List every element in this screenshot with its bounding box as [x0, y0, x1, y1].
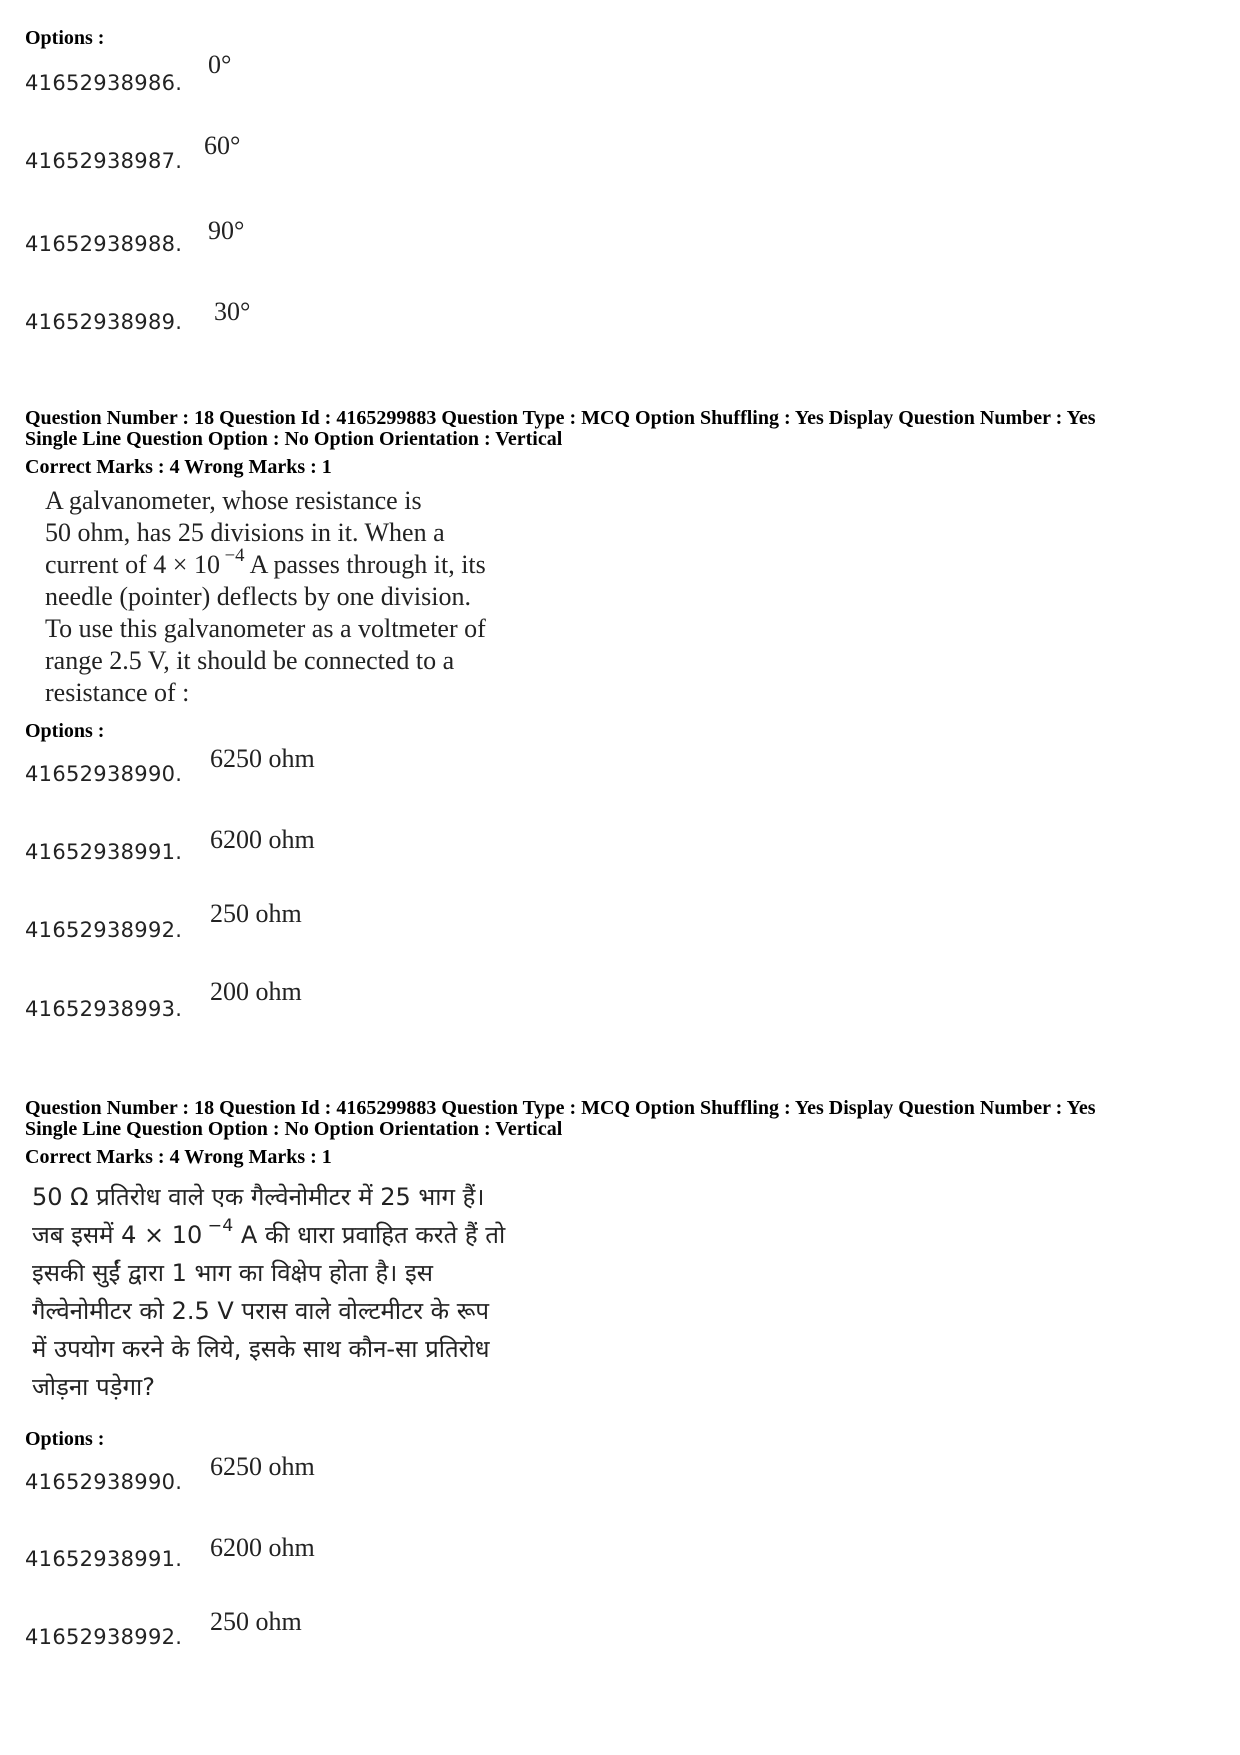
question-fragment: A की धारा प्रवाहित करते हैं तो [233, 1221, 506, 1249]
option-id: 41652938986. [25, 71, 183, 95]
option-id: 41652938989. [25, 310, 183, 334]
option-id: 41652938993. [25, 997, 183, 1021]
option-id: 41652938991. [25, 840, 183, 864]
question-fragment: current of 4 × 10 [45, 550, 220, 579]
question-text [45, 485, 545, 709]
question-line: गैल्वेनोमीटर को 2.5 V परास वाले वोल्टमीटर के रूप [32, 1297, 489, 1325]
question-fragment: जब इसमें 4 × 10 [32, 1221, 203, 1249]
option-value[interactable]: 250 ohm [210, 899, 302, 928]
options-label: Options : [25, 720, 105, 742]
option-id: 41652938988. [25, 232, 183, 256]
exponent: −4 [202, 1216, 234, 1237]
question-line: A galvanometer, whose resistance is [45, 486, 422, 515]
exponent: −4 [219, 544, 245, 566]
question-fragment: A passes through it, its [244, 550, 486, 579]
option-value[interactable]: 30° [214, 297, 251, 326]
marks-line: Correct Marks : 4 Wrong Marks : 1 [25, 1146, 332, 1168]
option-value[interactable]: 6200 ohm [210, 825, 315, 854]
option-value[interactable]: 6250 ohm [210, 744, 315, 773]
question-meta-line1: Question Number : 18 Question Id : 4165299883 Question Type : MCQ Option Shuffling : Yes Display Question Number : Yes [25, 407, 1096, 429]
option-id: 41652938992. [25, 1625, 183, 1649]
question-line [32, 1216, 552, 1254]
options-label: Options : [25, 1428, 105, 1450]
question-text-hindi [32, 1178, 552, 1406]
option-value[interactable]: 0° [208, 50, 232, 79]
question-line: range 2.5 V, it should be connected to a [45, 646, 455, 675]
question-line [45, 544, 545, 581]
question-line: To use this galvanometer as a voltmeter of [45, 614, 486, 643]
question-line: में उपयोग करने के लिये, इसके साथ कौन-सा प्रतिरोध [32, 1335, 490, 1363]
marks-line: Correct Marks : 4 Wrong Marks : 1 [25, 456, 332, 478]
question-meta-line2: Single Line Question Option : No Option Orientation : Vertical [25, 1118, 563, 1140]
option-value[interactable]: 60° [204, 131, 241, 160]
options-label: Options : [25, 27, 105, 49]
option-value[interactable]: 250 ohm [210, 1607, 302, 1636]
option-value[interactable]: 6250 ohm [210, 1452, 315, 1481]
option-value[interactable]: 200 ohm [210, 977, 302, 1006]
question-line: जोड़ना पड़ेगा? [32, 1373, 155, 1401]
question-line: 50 ohm, has 25 divisions in it. When a [45, 518, 445, 547]
question-line: resistance of : [45, 678, 190, 707]
question-meta-line2: Single Line Question Option : No Option Orientation : Vertical [25, 428, 563, 450]
option-value[interactable]: 90° [208, 216, 245, 245]
question-line: needle (pointer) deflects by one division. [45, 582, 471, 611]
option-value[interactable]: 6200 ohm [210, 1533, 315, 1562]
option-id: 41652938991. [25, 1547, 183, 1571]
option-id: 41652938990. [25, 1470, 183, 1494]
option-id: 41652938992. [25, 918, 183, 942]
question-line: 50 Ω प्रतिरोध वाले एक गैल्वेनोमीटर में 25 भाग हैं। [32, 1183, 485, 1211]
question-meta-line1: Question Number : 18 Question Id : 4165299883 Question Type : MCQ Option Shuffling : Yes Display Question Number : Yes [25, 1097, 1096, 1119]
question-line: इसकी सुईं द्वारा 1 भाग का विक्षेप होता है। इस [32, 1259, 433, 1287]
option-id: 41652938990. [25, 762, 183, 786]
option-id: 41652938987. [25, 149, 183, 173]
